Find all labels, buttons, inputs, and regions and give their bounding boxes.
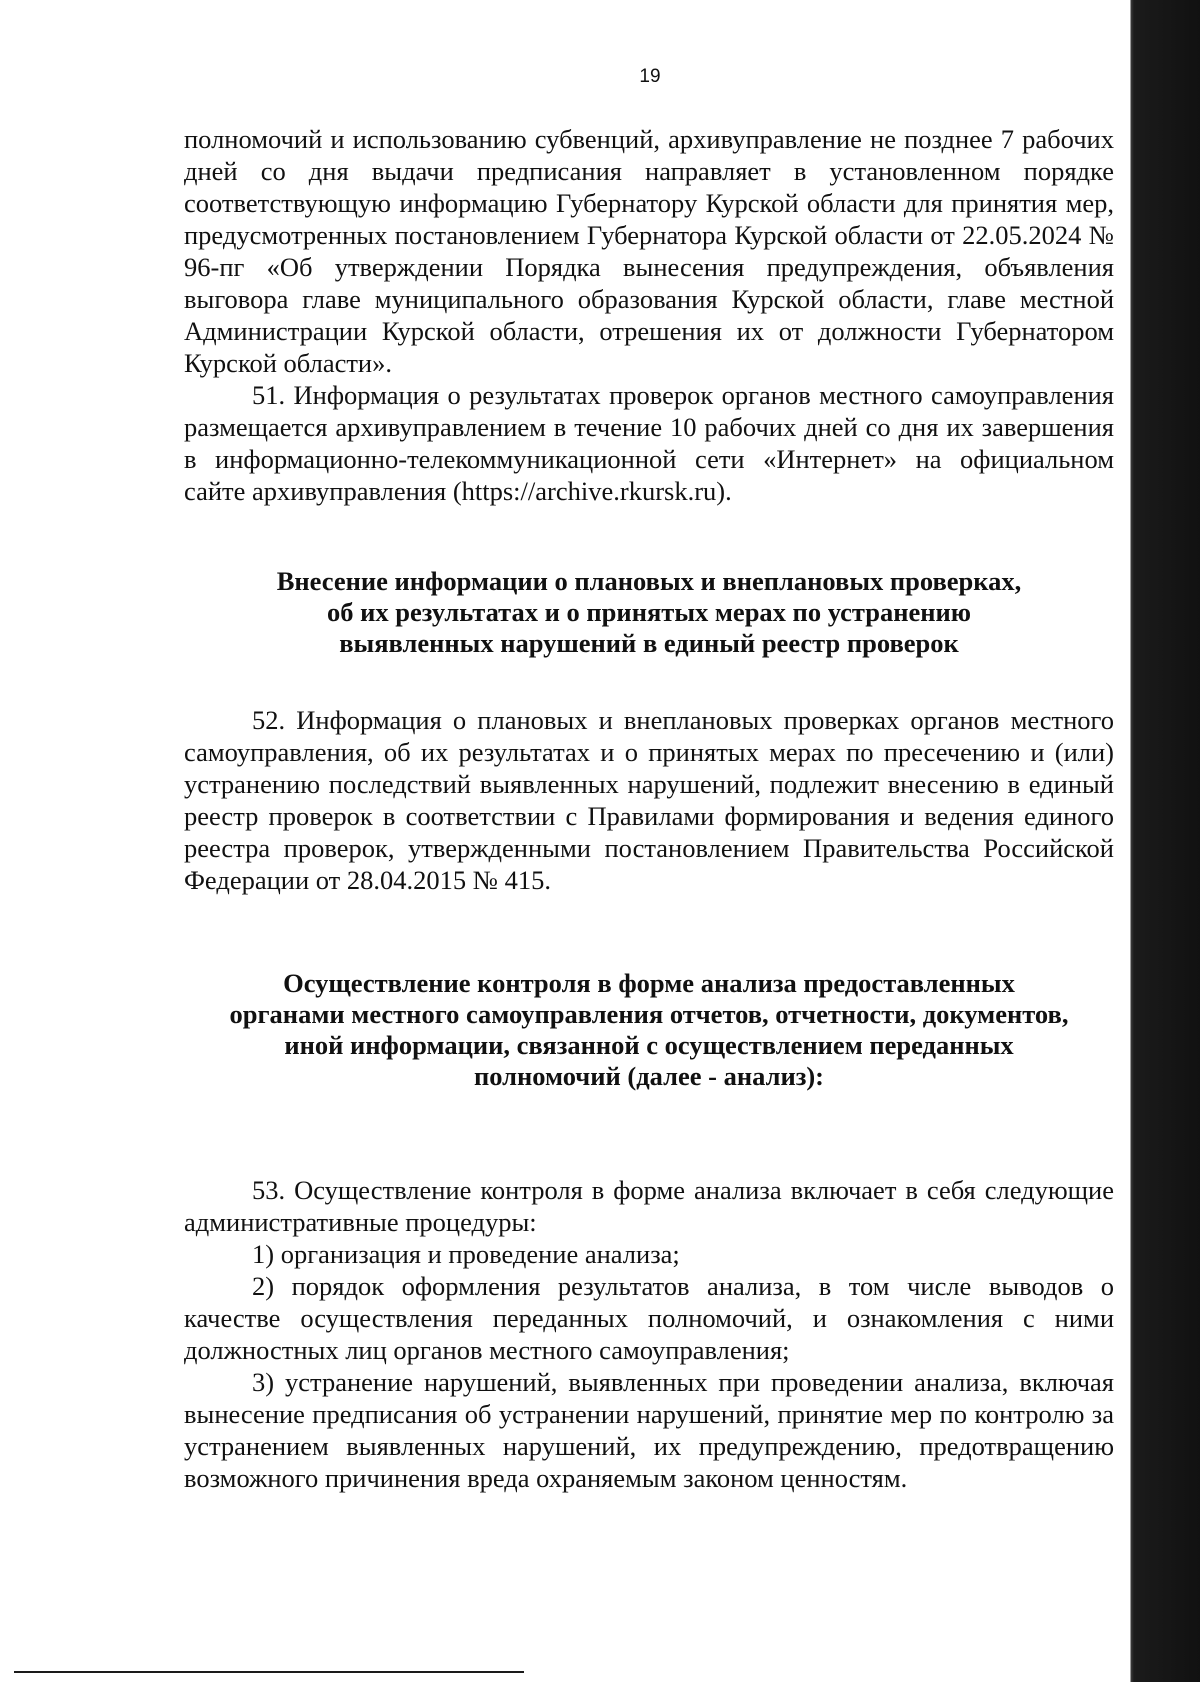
list-item: 2) порядок оформления результатов анализа, в том числе выводов о качестве осуществления переданных полномочий, и ознакомления с ними должностных лиц органов местного самоуправления; bbox=[184, 1271, 1114, 1365]
heading-line: Осуществление контроля в форме анализа предоставленных bbox=[283, 968, 1015, 998]
spacer bbox=[184, 896, 1114, 968]
heading-line: об их результатах и о принятых мерах по устранению bbox=[326, 597, 972, 627]
page-number: 19 bbox=[639, 66, 661, 87]
list-item: 3) устранение нарушений, выявленных при проведении анализа, включая вынесение предписания об устранении нарушений, принятие мер по контролю за устранением выявленных нарушений, их предупреждению, предотвращению возможного причинения вреда охраняемым законом ценностям. bbox=[184, 1367, 1114, 1493]
heading-line: иной информации, связанной с осуществлением переданных bbox=[284, 1030, 1014, 1060]
section-heading-registry bbox=[184, 566, 1114, 659]
footer-rule bbox=[14, 1671, 524, 1673]
heading-line: органами местного самоуправления отчетов, отчетности, документов, bbox=[229, 999, 1069, 1029]
heading-line: Внесение информации о плановых и внеплановых проверках, bbox=[276, 566, 1022, 596]
paragraph-53: 53. Осуществление контроля в форме анализа включает в себя следующие административные процедуры: bbox=[184, 1175, 1114, 1237]
spacer bbox=[184, 507, 1114, 566]
continuation-paragraph: полномочий и использованию субвенций, архивуправление не позднее 7 рабочих дней со дня выдачи предписания направляет в установленном порядке соответствующую информацию Губернатору Курской области для принятия мер, предусмотренных постановлением Губернатора Курской области от 22.05.2024 № 96-пг «Об утверждении Порядка вынесения предупреждения, объявления выговора главе муниципального образования Курской области, главе местной Администрации Курской области, отрешения их от должности Губернатором Курской области». bbox=[184, 124, 1114, 378]
heading-line: выявленных нарушений в единый реестр проверок bbox=[339, 628, 959, 658]
list-item: 1) организация и проведение анализа; bbox=[252, 1239, 680, 1269]
paragraph-52: 52. Информация о плановых и внеплановых проверках органов местного самоуправления, об их результатах и о принятых мерах по пресечению и (или) устранению последствий выявленных нарушений, подлежит внесению в единый реестр проверок в соответствии с Правилами формирования и ведения единого реестра проверок, утвержденными постановлением Правительства Российской Федерации от 28.04.2015 № 415. bbox=[184, 705, 1114, 895]
section-heading-analysis bbox=[184, 968, 1114, 1092]
document-body bbox=[184, 123, 1114, 1494]
paragraph-51: 51. Информация о результатах проверок органов местного самоуправления размещается архивуправлением в течение 10 рабочих дней со дня их завершения в информационно-телекоммуникационной сети «Интернет» на официальном сайте архивуправления (https://archive.rkursk.ru). bbox=[184, 380, 1114, 506]
scan-dark-edge bbox=[1122, 0, 1200, 1682]
spacer bbox=[184, 659, 1114, 704]
spacer bbox=[184, 1092, 1114, 1174]
heading-line: полномочий (далее - анализ): bbox=[473, 1061, 825, 1091]
